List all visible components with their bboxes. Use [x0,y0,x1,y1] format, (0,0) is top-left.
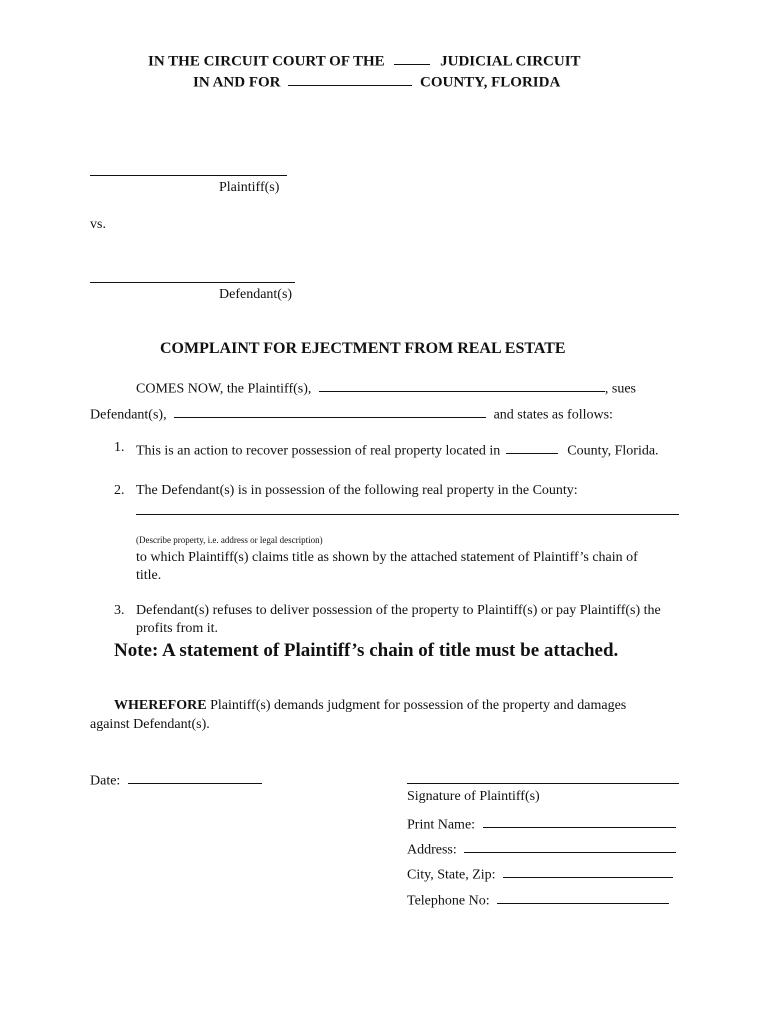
circuit-number-blank [394,50,430,65]
wherefore-text: Plaintiff(s) demands judgment for possession of the property and damages [206,698,627,713]
intro-text: and states as follows: [493,407,613,423]
header-text: JUDICIAL CIRCUIT [440,53,581,70]
signature-line [407,783,679,784]
city-state-zip-label: City, State, Zip: [407,867,496,883]
court-header-line1 [148,50,581,70]
item-2-text: The Defendant(s) is in possession of the following real property in the County: [136,483,578,498]
item-2-number: 2. [114,483,125,498]
telephone-blank [497,890,669,904]
city-state-zip-row [407,864,673,883]
address-label: Address: [407,842,457,858]
wherefore-keyword: WHEREFORE [114,698,207,713]
address-row [407,839,676,858]
intro-text: , sues [604,381,637,397]
property-description-line [136,514,679,515]
court-header-line2 [193,71,560,91]
defendant-blank [174,404,486,418]
county-blank [288,71,412,86]
item-text: County, Florida. [567,443,659,459]
claims-line2: title. [136,568,162,583]
property-county-blank [506,440,558,454]
city-state-zip-blank [503,864,673,878]
intro-line1 [136,378,636,397]
address-blank [464,839,676,853]
intro-text: Defendant(s), [90,407,167,423]
vs-label: vs. [90,217,106,232]
intro-text: COMES NOW, the Plaintiff(s), [136,381,312,397]
intro-line2 [90,404,613,423]
describe-property-note: (Describe property, i.e. address or legal description) [136,535,323,545]
item-3-text-line1: Defendant(s) refuses to deliver possession of the property to Plaintiff(s) or pay Plaintiff(s) the [136,603,661,618]
item-1-number: 1. [114,440,125,455]
defendant-label: Defendant(s) [219,287,293,302]
telephone-label: Telephone No: [407,893,490,909]
wherefore-line1 [114,698,626,714]
print-name-row [407,814,676,833]
chain-of-title-note: Note: A statement of Plaintiff’s chain of title must be attached. [114,640,619,661]
print-name-label: Print Name: [407,817,476,833]
complaint-title: COMPLAINT FOR EJECTMENT FROM REAL ESTATE [160,340,566,357]
item-3-text-line2: profits from it. [136,621,219,636]
wherefore-line2: against Defendant(s). [90,717,210,732]
date-blank [128,770,262,784]
plaintiff-label: Plaintiff(s) [219,180,280,195]
defendant-name-line [90,282,295,283]
header-text: IN AND FOR [193,74,281,91]
item-text: This is an action to recover possession of real property located in [136,443,501,459]
header-text: IN THE CIRCUIT COURT OF THE [148,53,385,70]
item-3-number: 3. [114,603,125,618]
item-1-text [136,440,659,459]
date-row [90,770,262,789]
telephone-row [407,890,669,909]
signature-label: Signature of Plaintiff(s) [407,789,540,804]
claims-line1: to which Plaintiff(s) claims title as shown by the attached statement of Plaintiff’s chain of [136,550,638,565]
plaintiff-name-line [90,175,287,176]
date-label: Date: [90,773,121,789]
header-text: COUNTY, FLORIDA [420,74,561,91]
print-name-blank [483,814,676,828]
plaintiff-blank [319,378,605,392]
